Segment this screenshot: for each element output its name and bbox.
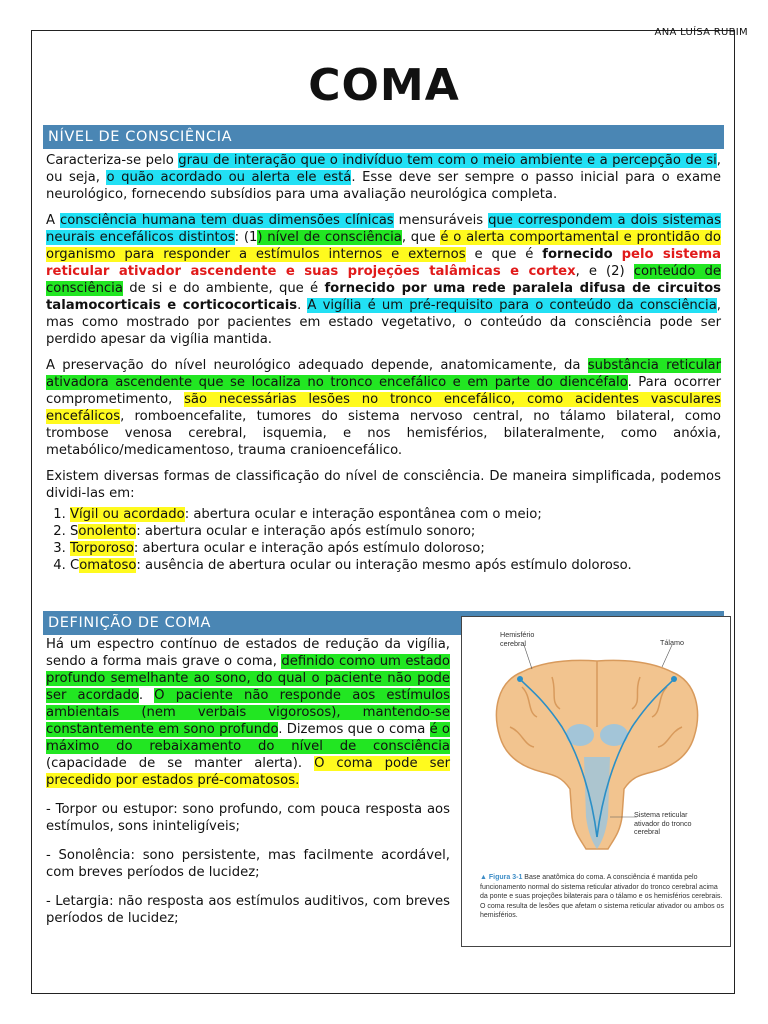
highlight-yellow: Vígil ou acordado — [70, 507, 185, 522]
highlight-cyan: que correspondem a dois sistemas neurais encefálicos distintos — [46, 213, 722, 245]
text: : (1 — [234, 230, 258, 245]
label-hemisphere: Hemisfério cerebral — [500, 630, 535, 648]
item-sonolencia: - Sonolência: sono persistente, mas facilmente acordável, com breves períodos de lucidez; — [46, 848, 450, 880]
text: e que é — [465, 247, 543, 262]
highlight-yellow: onolento — [78, 524, 137, 539]
paragraph-2 — [46, 212, 721, 348]
red-bold-text: pelo sistema reticular ativador ascendente e suas projeções talâmicas e cortex — [46, 247, 721, 279]
highlight-yellow: são necessárias lesões no tronco encefálico, como acidentes vasculares encefálicos — [46, 392, 721, 424]
list-item — [70, 557, 721, 574]
section-header-nivel: NÍVEL DE CONSCIÊNCIA — [43, 125, 724, 149]
text: . Para ocorrer comprometimento, — [46, 375, 722, 407]
highlight-yellow: omatoso — [79, 558, 137, 573]
highlight-green: substância reticular ativadora ascendente que se localiza no tronco encefálico e em parte do diencéfalo — [46, 358, 722, 390]
text: (capacidade de se manter alerta). — [46, 756, 315, 771]
text: , romboencefalite, tumores do sistema nervoso central, no tálamo bilateral, como trombose venosa cerebral, isquemia, e nos hemisférios, bilateralmente, como anóxia, metabólico/medicamentoso, trauma cranioencefálico. — [46, 409, 721, 458]
text: , que — [401, 230, 441, 245]
brain-figure — [461, 616, 731, 947]
label-thalamus: Tálamo — [660, 638, 684, 647]
list-item — [70, 523, 721, 540]
highlight-cyan: grau de interação que o indivíduo tem com o meio ambiente e a percepção de si — [178, 153, 717, 168]
text: . — [297, 298, 308, 313]
caption-text: Base anatômica do coma. A consciência é mantida pelo funcionamento normal do sistema reticular ativador do tronco cerebral acima da ponte e suas projeções bilaterais para o tálamo e os hemisférios cerebrais. O coma resulta de lesões que afetam o sistema reticular ativador ou ambos os hemisférios. — [480, 874, 724, 920]
list-item — [70, 540, 721, 557]
text: Caracteriza-se pelo — [46, 153, 179, 168]
leader-line — [662, 645, 672, 667]
text — [613, 247, 622, 262]
highlight-yellow: Torporoso — [70, 541, 134, 556]
text: , ou seja, — [46, 153, 721, 185]
page-title: COMA — [308, 60, 460, 111]
leader-line — [524, 645, 532, 669]
triangle-icon: ▲ — [480, 874, 487, 881]
pathway-dot — [517, 676, 523, 682]
text: : abertura ocular e interação após estímulo doloroso; — [133, 541, 485, 556]
highlight-cyan: A vigília é um pré-requisito para o conteúdo da consciência — [307, 298, 717, 313]
text: mensuráveis — [393, 213, 489, 228]
text: A — [46, 213, 60, 228]
list-item — [70, 506, 721, 523]
paragraph-1 — [46, 152, 721, 203]
text: : ausência de abertura ocular ou interação mesmo após estímulo doloroso. — [136, 558, 632, 573]
figure-caption — [480, 873, 725, 921]
text: : abertura ocular e interação espontânea com o meio; — [184, 507, 542, 522]
label-reticular: Sistema reticular ativador do tronco cerebral — [634, 810, 692, 837]
consciousness-level-list — [46, 506, 721, 574]
highlight-yellow: é o alerta comportamental e prontidão do organismo para responder a estímulos internos e externos — [46, 230, 721, 262]
item-torpor: - Torpor ou estupor: sono profundo, com pouca resposta aos estímulos, sons ininteligíveis; — [46, 802, 450, 834]
section-nivel-content — [46, 152, 721, 574]
highlight-green: é o máximo do rebaixamento do nível de consciência — [46, 722, 451, 754]
text: . Dizemos que o coma — [278, 722, 430, 737]
text: Há um espectro contínuo de estados de redução da vigília, sendo a forma mais grave o coma, — [46, 637, 450, 669]
highlight-green: ) nível de consciência — [257, 230, 402, 245]
paragraph-4: Existem diversas formas de classificação do nível de consciência. De maneira simplificada, podemos dividi-las em: — [46, 469, 721, 501]
highlight-green: definido como um estado profundo semelhante ao sono, do qual o paciente não pode ser acordado — [46, 654, 450, 703]
highlight-yellow: O coma pode ser precedido por estados pré-comatosos. — [46, 756, 450, 788]
text: . Esse deve ser sempre o passo inicial para o exame neurológico, fornecendo subsídios para uma avaliação neurológica completa. — [46, 170, 721, 202]
section-definicao-content — [46, 636, 450, 936]
highlight-cyan: consciência humana tem duas dimensões clínicas — [59, 213, 394, 228]
paragraph-5 — [46, 636, 450, 789]
highlight-cyan: o quão acordado ou alerta ele está — [106, 170, 352, 185]
text: . — [138, 688, 155, 703]
figure-number: Figura 3-1 — [488, 874, 523, 881]
highlight-green: conteúdo de consciência — [46, 264, 721, 296]
pathway-dot — [671, 676, 677, 682]
text: , mas como mostrado por pacientes em estado vegetativo, o conteúdo da consciência pode ser perdido apesar da vigília mantida. — [46, 298, 721, 347]
highlight-green: O paciente não responde aos estímulos ambientais (nem verbais vigorosos), mantendo-se constantemente em sono profundo — [46, 688, 450, 737]
text: C — [70, 558, 80, 573]
author-name: ANA LUÍSA RUBIM — [654, 27, 748, 38]
text: : abertura ocular e interação após estímulo sonoro; — [136, 524, 476, 539]
bold-text: fornecido por uma rede paralela difusa de circuitos talamocorticais e corticocorticais — [46, 281, 721, 313]
text: A preservação do nível neurológico adequado depende, anatomicamente, da — [46, 358, 588, 373]
bold-text: fornecido — [542, 247, 613, 262]
text: , e (2) — [575, 264, 634, 279]
item-letargia: - Letargia: não resposta aos estímulos auditivos, com breves períodos de lucidez; — [46, 894, 450, 926]
text: S — [70, 524, 79, 539]
paragraph-3 — [46, 357, 721, 459]
text: de si e do ambiente, que é — [122, 281, 325, 296]
section-header-definicao: DEFINIÇÃO DE COMA — [43, 611, 724, 635]
